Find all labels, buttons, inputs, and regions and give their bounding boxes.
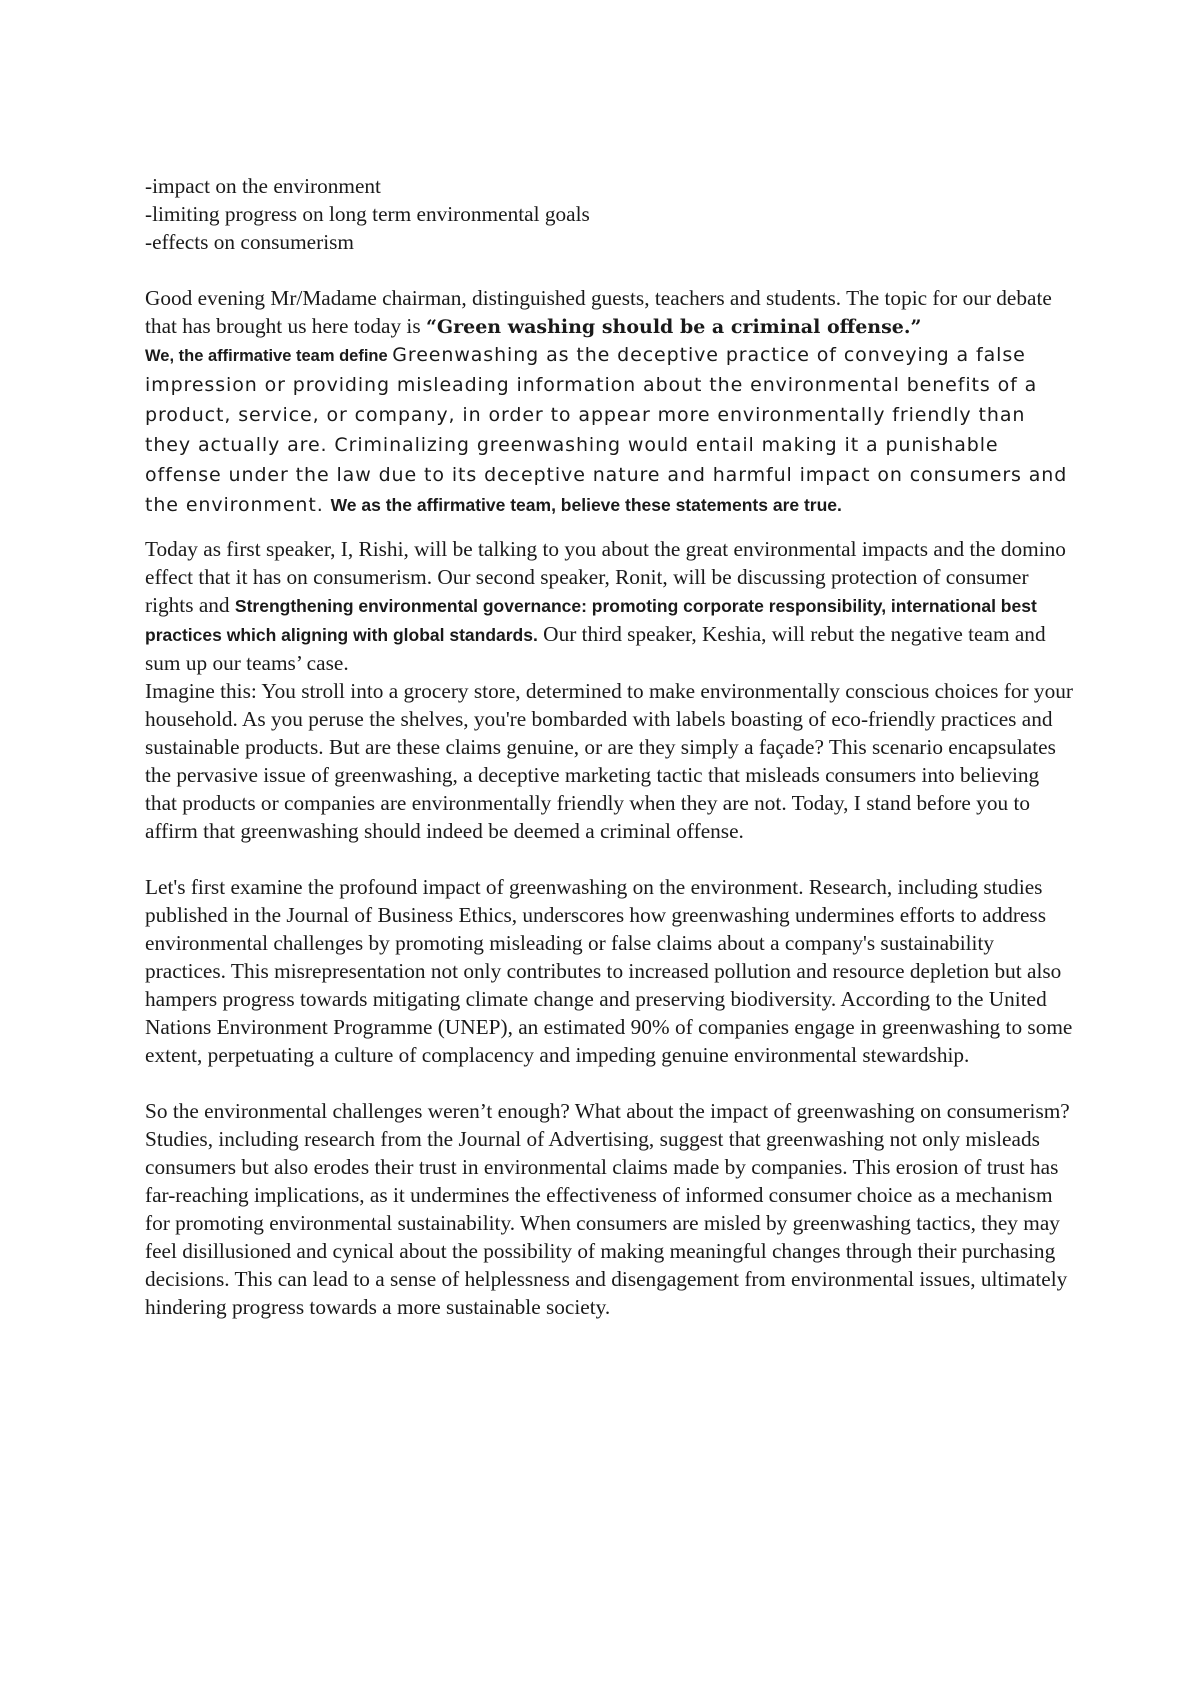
- definition-body: Greenwashing as the deceptive practice of conveying a false impression or providing misleading information about the environmental benefits of a product, service, or company, in order to appear more environmentally friendly than they actually are. Criminalizing greenwashing would entail making it a punishable offense under the law due to its deceptive nature and harmful impact on consumers and the environment.: [145, 344, 1068, 516]
- speaker-roles-paragraph: [145, 535, 1075, 677]
- consumerism-paragraph: So the environmental challenges weren’t enough? What about the impact of greenwashing on consumerism? Studies, including research from the Journal of Advertising, suggest that greenwashing not only misleads consumers but also erodes their trust in environmental claims made by companies. This erosion of trust has far-reaching implications, as it undermines the effectiveness of informed consumer choice as a mechanism for promoting environmental sustainability. When consumers are misled by greenwashing tactics, they may feel disillusioned and cynical about the possibility of making meaningful changes through their purchasing decisions. This can lead to a sense of helplessness and disengagement from environmental issues, ultimately hindering progress towards a more sustainable society.: [145, 1099, 1070, 1319]
- spacer: [145, 845, 1075, 873]
- intro-paragraph: [145, 284, 1075, 341]
- outline-list: [145, 172, 1075, 256]
- definition-lead: We, the affirmative team define: [145, 347, 393, 365]
- outline-item: -impact on the environment: [145, 174, 381, 198]
- spacer: [145, 521, 1075, 535]
- document-body: [145, 172, 1075, 1321]
- environment-paragraph: Let's first examine the profound impact of greenwashing on the environment. Research, including studies published in the Journal of Business Ethics, underscores how greenwashing undermines efforts to address environmental challenges by promoting misleading or false claims about a company's sustainability practices. This misrepresentation not only contributes to increased pollution and resource depletion but also hampers progress towards mitigating climate change and preserving biodiversity. According to the United Nations Environment Programme (UNEP), an estimated 90% of companies engage in greenwashing to some extent, perpetuating a culture of complacency and impeding genuine environmental stewardship.: [145, 875, 1073, 1067]
- outline-item: -limiting progress on long term environmental goals: [145, 202, 590, 226]
- debate-motion: “Green washing should be a criminal offense.”: [425, 316, 922, 338]
- spacer: [145, 1069, 1075, 1097]
- intro-text: Good evening Mr/Madame chairman, distinguished guests, teachers and students. The topic for our debate that has brought us here today is: [145, 286, 1052, 338]
- definition-paragraph: [145, 341, 1075, 521]
- roles-bold-topic: Strengthening environmental governance: promoting corporate responsibility, international best practices which aligning with global standards.: [145, 596, 1037, 645]
- roles-text-after: Our third speaker, Keshia, will rebut the negative team and sum up our teams’ case.: [145, 622, 1046, 675]
- spacer: [145, 256, 1075, 284]
- imagine-paragraph: Imagine this: You stroll into a grocery store, determined to make environmentally conscious choices for your household. As you peruse the shelves, you're bombarded with labels boasting of eco-friendly practices and sustainable products. But are these claims genuine, or are they simply a façade? This scenario encapsulates the pervasive issue of greenwashing, a deceptive marketing tactic that misleads consumers into believing that products or companies are environmentally friendly when they are not. Today, I stand before you to affirm that greenwashing should indeed be deemed a criminal offense.: [145, 679, 1073, 843]
- outline-item: -effects on consumerism: [145, 230, 354, 254]
- definition-closing: We as the affirmative team, believe these statements are true.: [330, 495, 842, 515]
- roles-text-before: Today as first speaker, I, Rishi, will be talking to you about the great environmental impacts and the domino effect that it has on consumerism. Our second speaker, Ronit, will be discussing protection of consumer rights and: [145, 537, 1066, 617]
